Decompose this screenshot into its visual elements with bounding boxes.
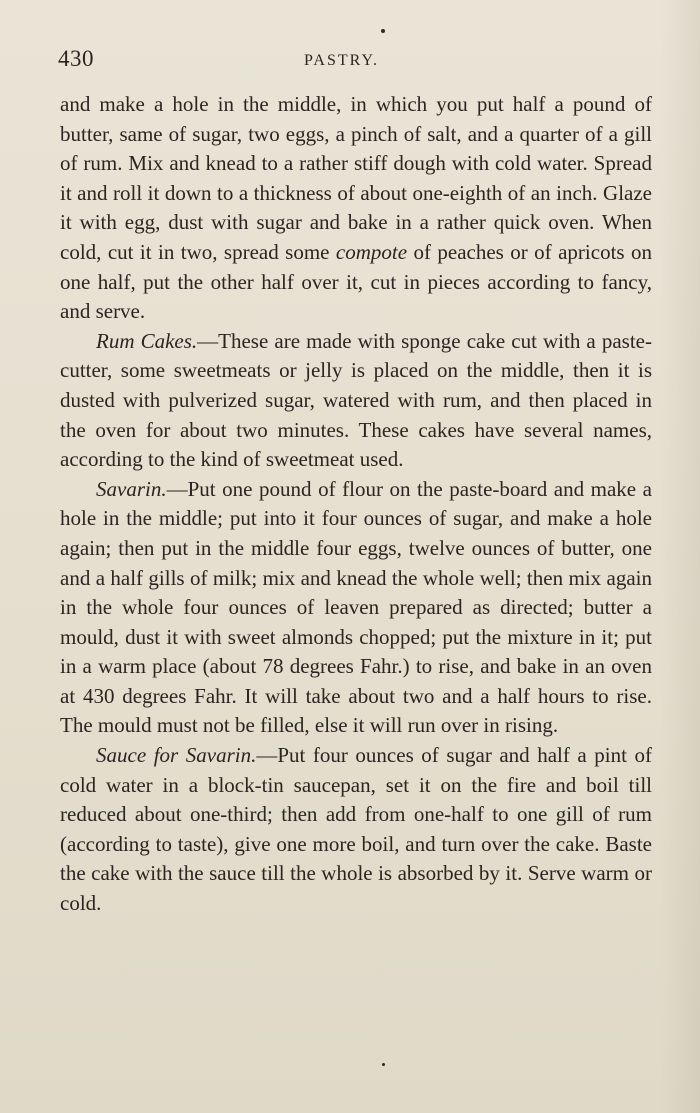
recipe-text: —These are made with sponge cake cut with a paste-cutter, some sweetmeats or jelly is placed on the middle, then it is dusted with pulverized sugar, watered with rum, and then placed in the oven for about two minutes. These cakes have several names, according to the kind of sweetmeat used. [60, 328, 652, 472]
page-number: 430 [58, 46, 94, 71]
paragraph-text: and make a hole in the middle, in which you put half a pound of butter, same of sugar, two eggs, a pinch of salt, and a quarter of a gill of rum. Mix and knead to a rather stiff dough with cold water. Spread it and roll it down to a thickness of about one-eighth of an inch. Glaze it with egg, dust with sugar and bake in a rather quick oven. When cold, cut it in two, spread some [60, 92, 652, 264]
page-header [58, 46, 652, 76]
paragraph-continuation [60, 90, 652, 327]
recipe-sauce-for-savarin [60, 741, 652, 919]
body-text [60, 90, 652, 919]
recipe-title: Rum Cakes. [96, 328, 198, 353]
ink-speck [381, 29, 385, 33]
running-head: PASTRY. [304, 52, 379, 69]
recipe-rum-cakes [60, 327, 652, 475]
ink-speck [382, 1063, 385, 1066]
paragraph-text: of peaches or of apricots on one half, put the other half over it, cut in pieces according to fancy, and serve. [60, 239, 652, 324]
recipe-title: Sauce for Savarin. [96, 743, 257, 768]
italic-term: compote [335, 239, 408, 264]
recipe-text: —Put one pound of flour on the paste-board and make a hole in the middle; put into it four ounces of sugar, and make a hole again; then put in the middle four eggs, twelve ounces of butter, one and a half gills of milk; mix and knead the whole well; then mix again in the whole four ounces of leaven prepared as directed; butter a mould, dust it with sweet almonds chopped; put the mixture in it; put in a warm place (about 78 degrees Fahr.) to rise, and bake in an oven at 430 degrees Fahr. It will take about two and a half hours to rise. The mould must not be filled, else it will run over in rising. [60, 476, 652, 738]
recipe-savarin [60, 475, 652, 741]
recipe-text: —Put four ounces of sugar and half a pint of cold water in a block-tin saucepan, set it on the fire and boil till reduced about one-third; then add from one-half to one gill of rum (according to taste), give one more boil, and turn over the cake. Baste the cake with the sauce till the whole is absorbed by it. Serve warm or cold. [60, 743, 652, 916]
recipe-title: Savarin. [96, 476, 167, 501]
